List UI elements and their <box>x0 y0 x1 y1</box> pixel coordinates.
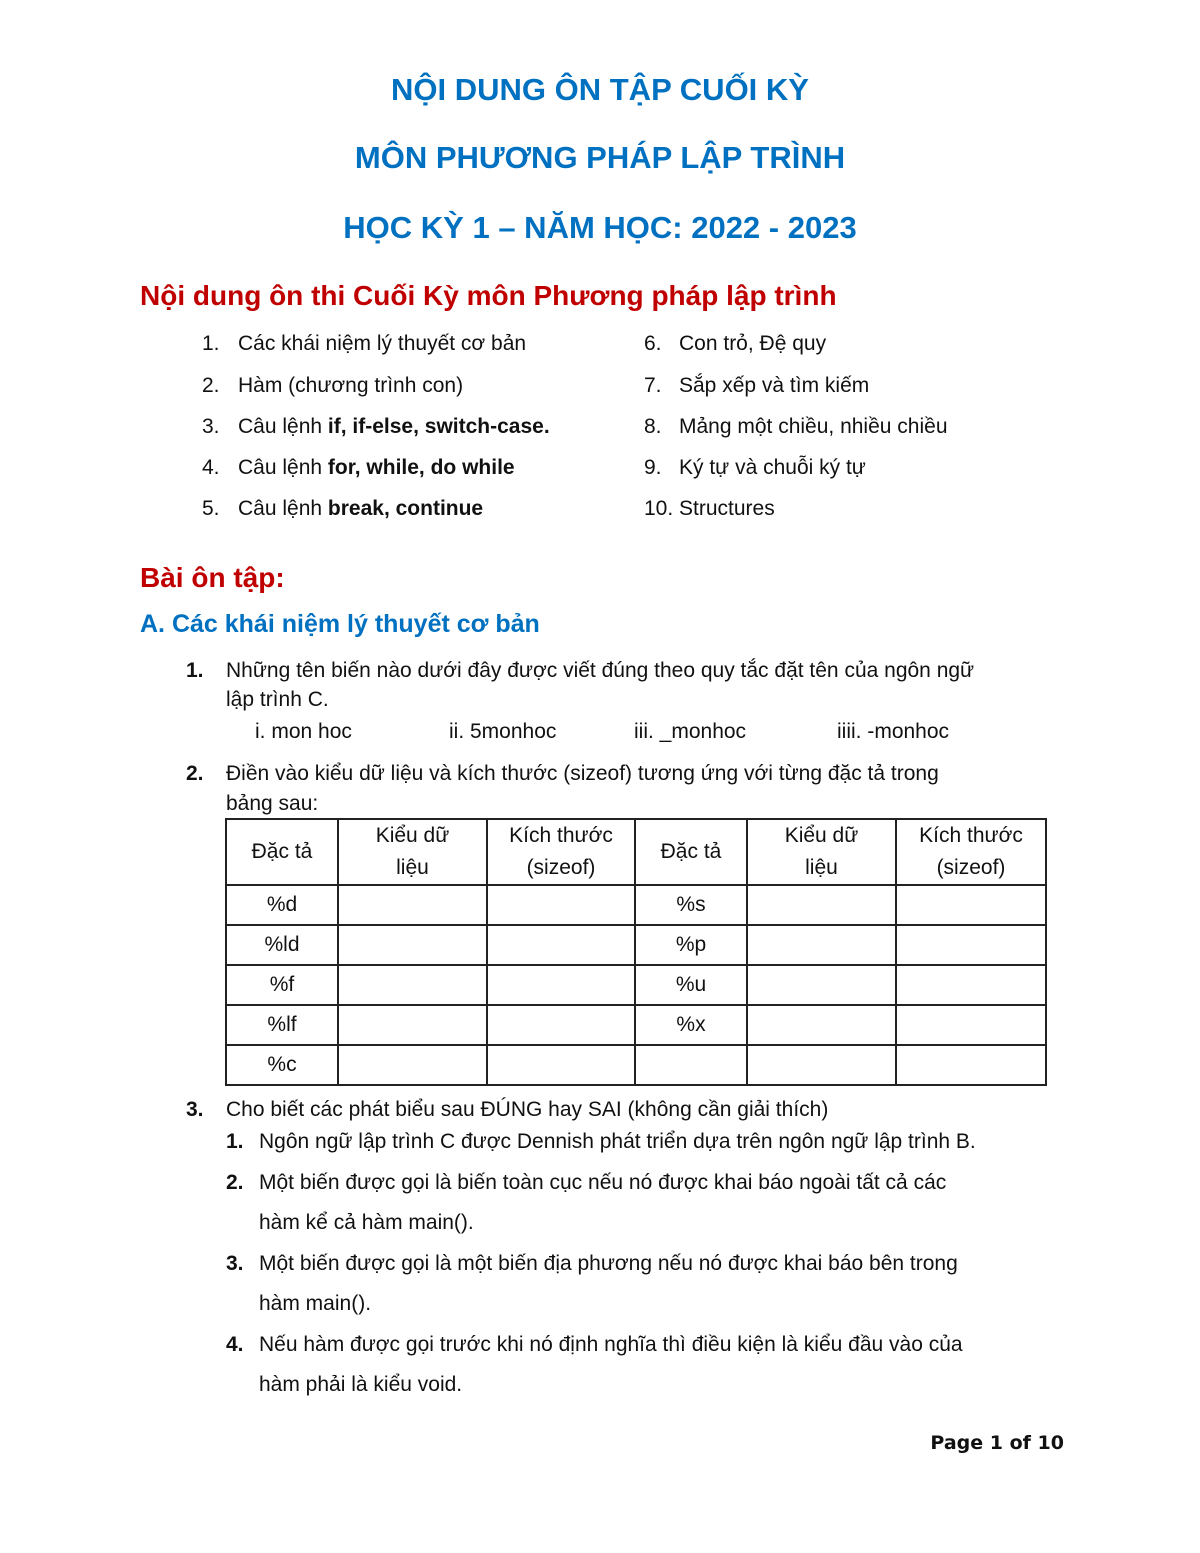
spec-table <box>225 818 1047 1086</box>
table-cell <box>747 965 896 1005</box>
topic-number: 5. <box>202 497 220 520</box>
review-heading: Bài ôn tập: <box>140 562 285 593</box>
table-cell <box>747 925 896 965</box>
question-number: 1. <box>186 659 204 682</box>
topic-item: 4. Câu lệnh for, while, do while <box>202 456 515 479</box>
table-cell <box>635 1045 747 1085</box>
table-cell: %s <box>635 885 747 925</box>
question-number: 3. <box>186 1098 204 1121</box>
topic-item: 8. Mảng một chiều, nhiều chiều <box>644 415 948 438</box>
statement-text: hàm main(). <box>259 1292 372 1315</box>
header-cell: Kích thước (sizeof) <box>896 819 1046 885</box>
table-row <box>226 925 1046 965</box>
table-cell <box>896 1045 1046 1085</box>
table-row <box>226 1045 1046 1085</box>
table-cell <box>338 925 487 965</box>
topic-number: 1. <box>202 332 220 355</box>
table-cell <box>896 965 1046 1005</box>
topic-number: 6. <box>644 332 662 355</box>
table-cell <box>338 1045 487 1085</box>
statement-text: Ngôn ngữ lập trình C được Dennish phát triển dựa trên ngôn ngữ lập trình B. <box>259 1130 976 1153</box>
title-line-1: NỘI DUNG ÔN TẬP CUỐI KỲ <box>391 72 809 107</box>
statement-number: 1. <box>226 1130 244 1153</box>
table-cell <box>747 1045 896 1085</box>
topic-number: 7. <box>644 374 662 397</box>
topic-item: 9. Ký tự và chuỗi ký tự <box>644 456 866 479</box>
header-cell: Kiểu dữ liệu <box>338 819 487 885</box>
table-row <box>226 1005 1046 1045</box>
statement-text: Một biến được gọi là biến toàn cục nếu nó được khai báo ngoài tất cả các <box>259 1171 947 1194</box>
statement-number: 2. <box>226 1171 244 1194</box>
table-cell <box>747 1005 896 1045</box>
topic-item: 7. Sắp xếp và tìm kiếm <box>644 374 870 397</box>
topic-number: 4. <box>202 456 220 479</box>
header-cell: Đặc tả <box>635 819 747 885</box>
table-cell: %lf <box>226 1005 338 1045</box>
table-cell <box>896 885 1046 925</box>
title-line-2: MÔN PHƯƠNG PHÁP LẬP TRÌNH <box>354 140 846 175</box>
topic-number: 8. <box>644 415 662 438</box>
table-cell <box>896 1005 1046 1045</box>
table-cell: %d <box>226 885 338 925</box>
table-cell: %f <box>226 965 338 1005</box>
header-cell: Đặc tả <box>226 819 338 885</box>
question-text: Những tên biến nào dưới đây được viết đúng theo quy tắc đặt tên của ngôn ngữ <box>226 659 975 682</box>
question-text: lập trình C. <box>226 688 329 711</box>
topic-number: 10. <box>644 497 674 520</box>
table-row <box>226 885 1046 925</box>
topic-item: 3. Câu lệnh if, if-else, switch-case. <box>202 415 550 438</box>
table-cell: %u <box>635 965 747 1005</box>
table-row <box>226 965 1046 1005</box>
table-cell <box>487 925 635 965</box>
topics-heading: Nội dung ôn thi Cuối Kỳ môn Phương pháp lập trình <box>140 280 837 311</box>
topic-item: 1. Các khái niệm lý thuyết cơ bản <box>202 332 527 355</box>
topic-number: 2. <box>202 374 220 397</box>
table-cell <box>338 965 487 1005</box>
topic-item: 5. Câu lệnh break, continue <box>202 497 484 520</box>
topic-item: 10. Structures <box>644 497 775 520</box>
topic-number: 9. <box>644 456 662 479</box>
table-cell <box>338 885 487 925</box>
table-cell <box>896 925 1046 965</box>
option: iiii. -monhoc <box>837 720 950 743</box>
table-cell: %p <box>635 925 747 965</box>
statement-number: 3. <box>226 1252 244 1275</box>
table-cell <box>487 1005 635 1045</box>
question-text: bảng sau: <box>226 792 319 815</box>
table-header-row <box>226 819 1046 885</box>
header-cell: Kích thước (sizeof) <box>487 819 635 885</box>
page-number: Page 1 of 10 <box>930 1432 1064 1454</box>
table-cell <box>487 885 635 925</box>
section-a-heading: A. Các khái niệm lý thuyết cơ bản <box>140 610 540 638</box>
topic-number: 3. <box>202 415 220 438</box>
table-cell: %c <box>226 1045 338 1085</box>
option: i. mon hoc <box>255 720 352 743</box>
option: ii. 5monhoc <box>449 720 557 743</box>
table-cell <box>487 1045 635 1085</box>
table-cell <box>487 965 635 1005</box>
statement-text: Nếu hàm được gọi trước khi nó định nghĩa thì điều kiện là kiểu đầu vào của <box>259 1333 963 1356</box>
topic-item: 2. Hàm (chương trình con) <box>202 374 464 397</box>
header-cell: Kiểu dữ liệu <box>747 819 896 885</box>
option: iii. _monhoc <box>634 720 747 743</box>
table-cell: %ld <box>226 925 338 965</box>
statement-text: hàm phải là kiểu void. <box>259 1373 463 1396</box>
question-number: 2. <box>186 762 204 785</box>
question-text: Cho biết các phát biểu sau ĐÚNG hay SAI (không cần giải thích) <box>226 1098 829 1121</box>
title-line-3: HỌC KỲ 1 – NĂM HỌC: 2022 - 2023 <box>343 210 857 245</box>
statement-text: hàm kể cả hàm main(). <box>259 1211 474 1234</box>
question-text: Điền vào kiểu dữ liệu và kích thước (sizeof) tương ứng với từng đặc tả trong <box>226 762 939 785</box>
statement-text: Một biến được gọi là một biến địa phương nếu nó được khai báo bên trong <box>259 1252 958 1275</box>
table-cell <box>747 885 896 925</box>
statement-number: 4. <box>226 1333 244 1356</box>
topic-item: 6. Con trỏ, Đệ quy <box>644 332 827 355</box>
table-cell <box>338 1005 487 1045</box>
table-cell: %x <box>635 1005 747 1045</box>
